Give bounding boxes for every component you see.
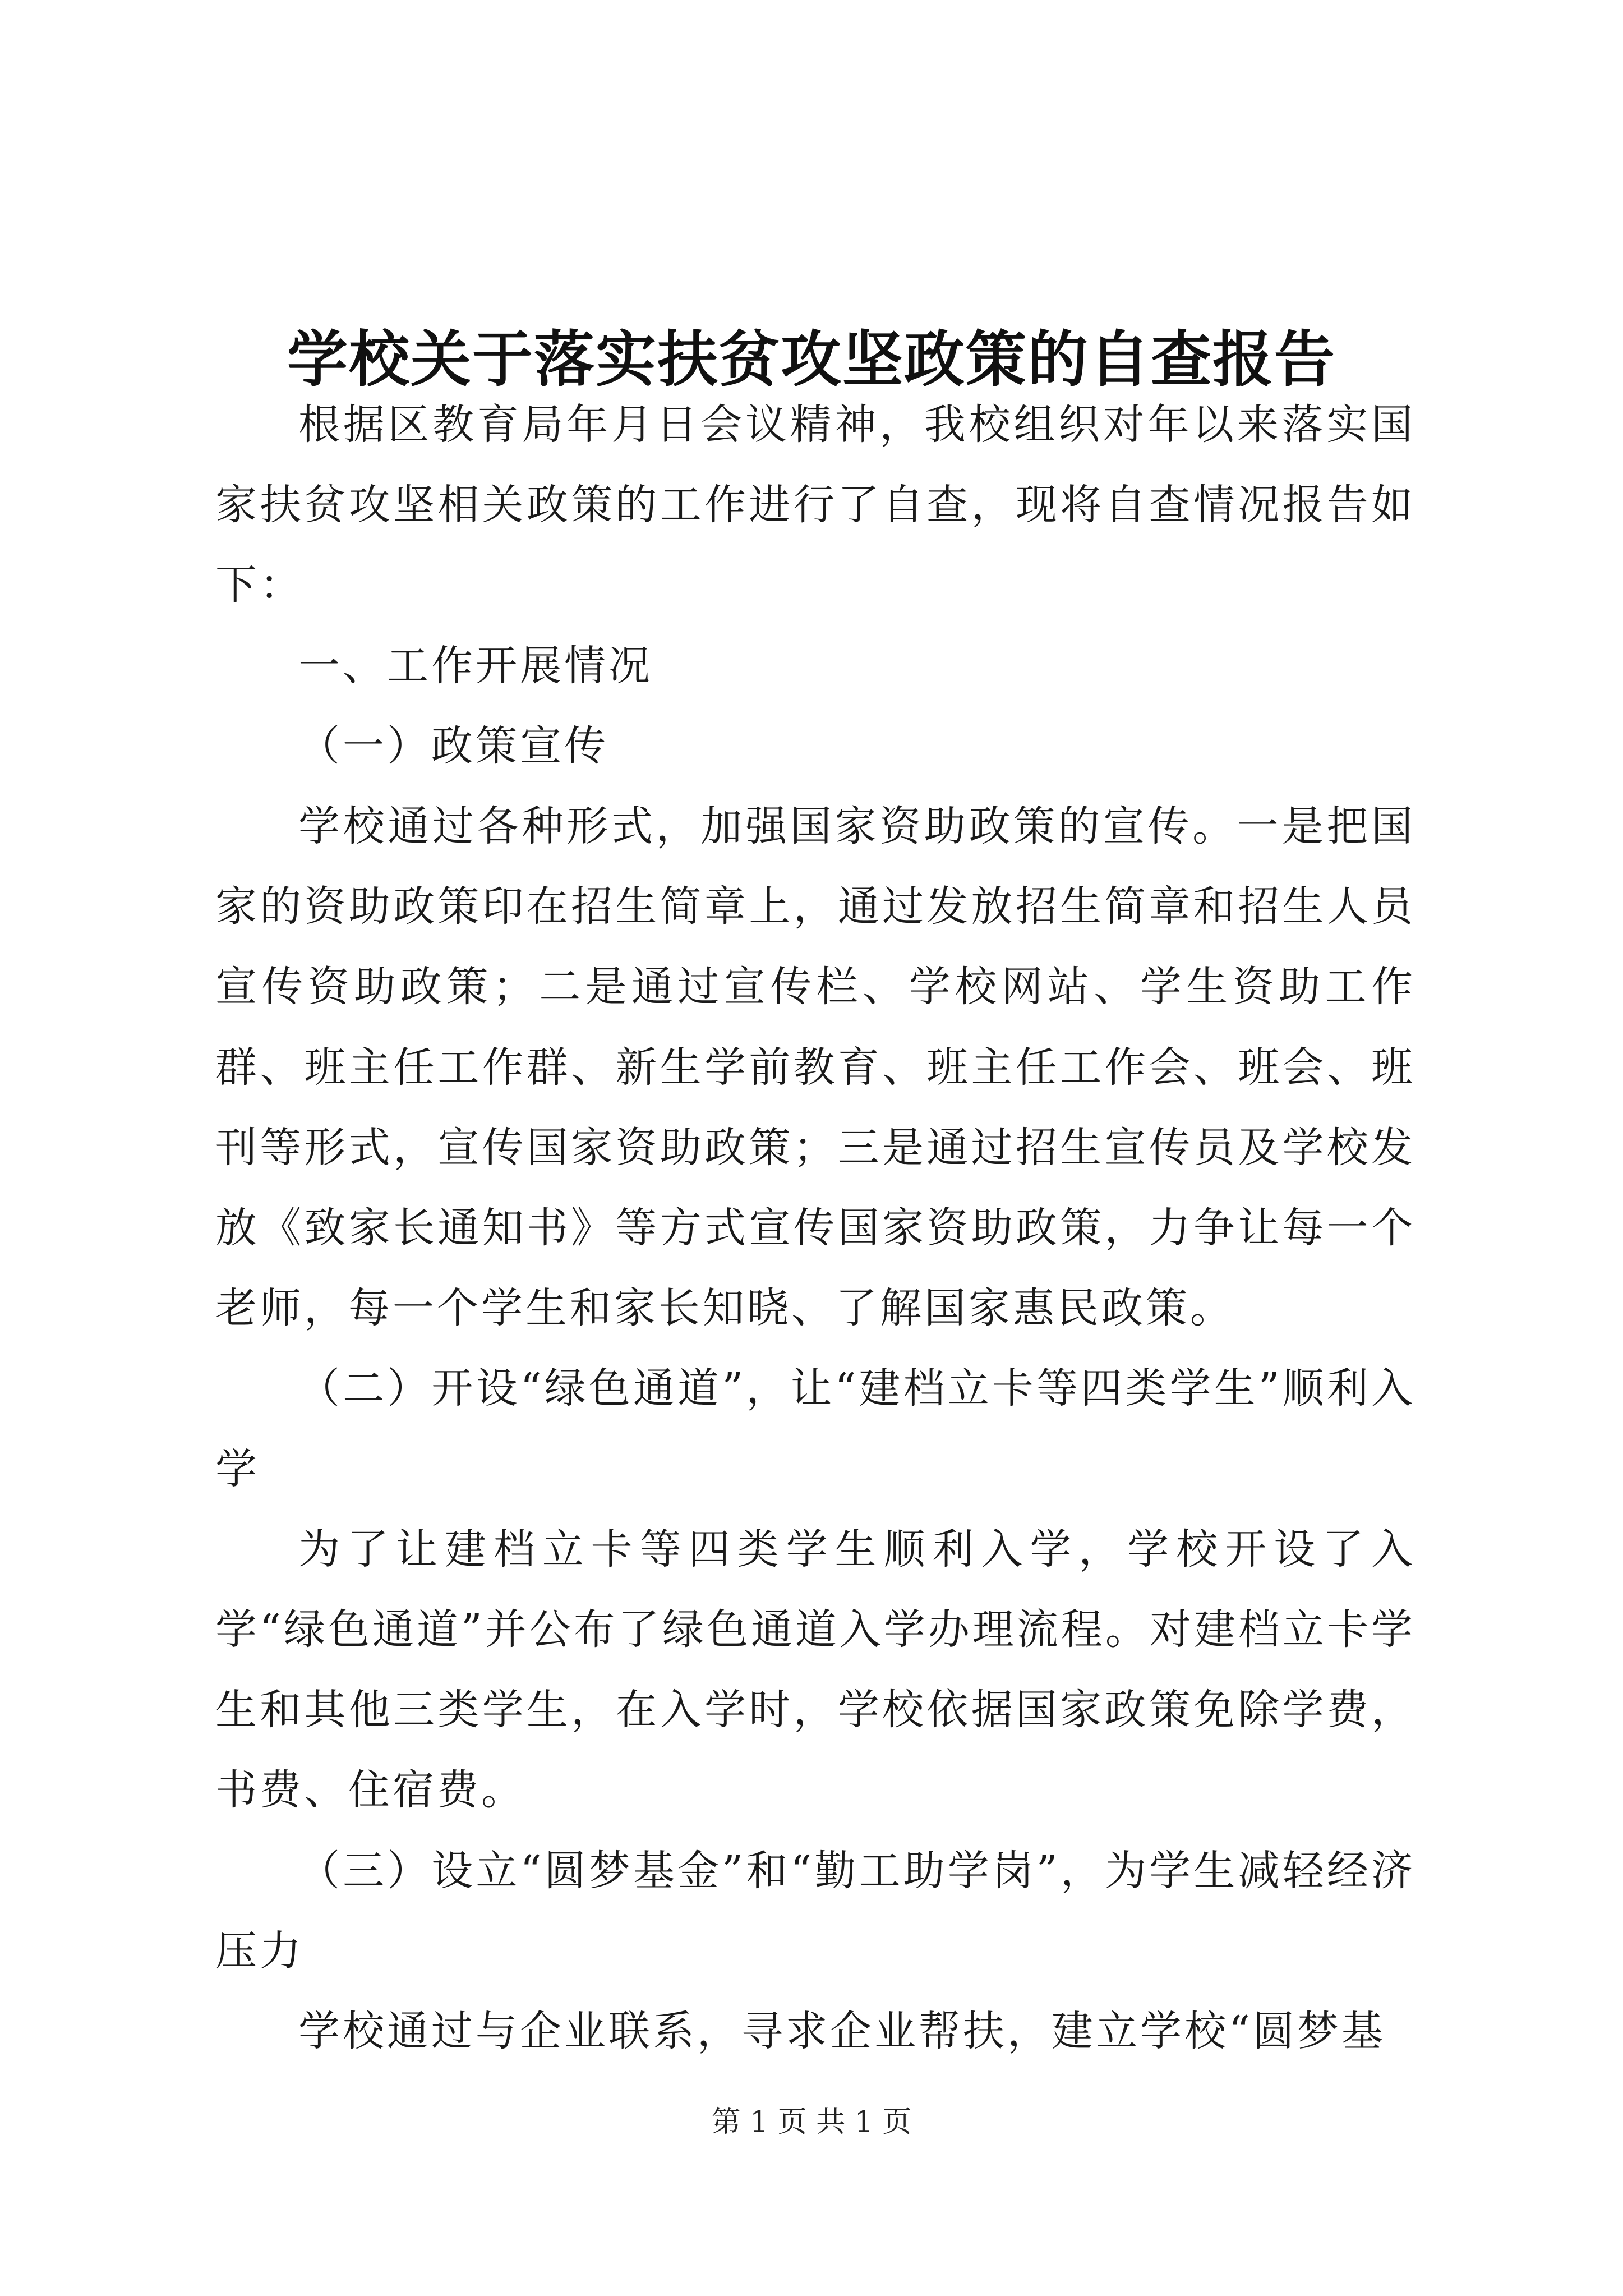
section-heading-1: 一、工作开展情况 [298,641,653,690]
document-title: 学校关于落实扶贫攻坚政策的自查报告 [287,325,1336,395]
page-number-footer: 第 1 页 共 1 页 [711,2105,912,2139]
subsection-heading-2: （二）开设“绿色通道”，让“建档立卡等四类学生”顺利入学 [215,1364,1415,1493]
subsection-heading-1: （一）政策宣传 [298,721,608,770]
body-paragraph-green-channel: 为了让建档立卡等四类学生顺利入学，学校开设了入学“绿色通道”并公布了绿色通道入学办理流程。对建档立卡学生和其他三类学生，在入学时，学校依据国家政策免除学费，书费、住宿费。 [215,1525,1415,1815]
intro-paragraph: 根据区教育局年月日会议精神，我校组织对年以来落实国家扶贫攻坚相关政策的工作进行了自查，现将自查情况报告如下： [215,401,1415,610]
document-body [215,385,1415,2072]
subsection-heading-3: （三）设立“圆梦基金”和“勤工助学岗”，为学生减轻经济压力 [215,1846,1415,1975]
body-paragraph-fund: 学校通过与企业联系，寻求企业帮扶，建立学校“圆梦基 [298,2007,1386,2056]
body-paragraph-policy: 学校通过各种形式，加强国家资助政策的宣传。一是把国家的资助政策印在招生简章上，通过发放招生简章和招生人员宣传资助政策；二是通过宣传栏、学校网站、学生资助工作群、班主任工作群、新生学前教育、班主任工作会、班会、班刊等形式，宣传国家资助政策；三是通过招生宣传员及学校发放《致家长通知书》等方式宣传国家资助政策，力争让每一个老师，每一个学生和家长知晓、了解国家惠民政策。 [215,802,1415,1333]
